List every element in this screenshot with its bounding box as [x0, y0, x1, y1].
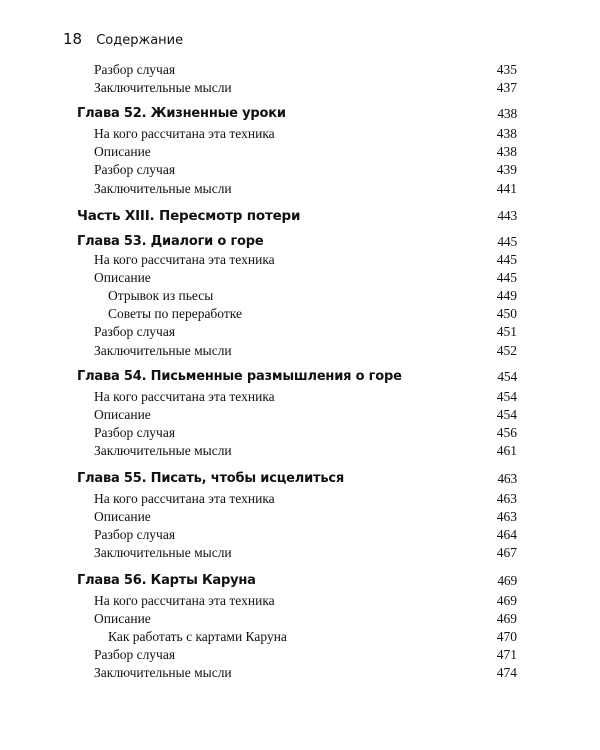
- toc-entry: [0, 270, 600, 290]
- toc-page-number: 439: [496, 162, 517, 177]
- toc-entry: [0, 407, 600, 427]
- toc-entry: [0, 62, 600, 82]
- toc-page-number: 443: [497, 208, 517, 223]
- toc-title: Разбор случая: [94, 324, 176, 339]
- toc-title: Отрывок из пьесы: [108, 288, 214, 303]
- toc-title: Описание: [94, 611, 151, 626]
- toc-page-number: 469: [497, 573, 517, 588]
- toc-entry: [0, 343, 600, 363]
- toc-page-number: 450: [496, 306, 517, 321]
- toc-title: Заключительные мысли: [94, 80, 232, 95]
- toc-entry: [0, 324, 600, 344]
- toc-title: На кого рассчитана эта техника: [94, 491, 275, 506]
- running-header: [63, 30, 183, 48]
- toc-entry: [0, 527, 600, 547]
- toc-entry: [0, 144, 600, 164]
- toc-chapter: [0, 234, 600, 254]
- toc-subentry: [0, 288, 600, 308]
- toc-entry: [0, 509, 600, 529]
- toc-page-number: 454: [496, 407, 517, 422]
- toc-title: Заключительные мысли: [94, 545, 232, 560]
- toc-title: Глава 53. Диалоги о горе: [77, 234, 264, 249]
- toc-title: Заключительные мысли: [94, 443, 232, 458]
- toc-page-number: 438: [496, 144, 517, 159]
- toc-title: Описание: [94, 407, 151, 422]
- toc-title: Разбор случая: [94, 527, 176, 542]
- toc-entry: [0, 389, 600, 409]
- toc-entry: [0, 126, 600, 146]
- toc-page-number: 438: [497, 106, 517, 121]
- toc-title: Разбор случая: [94, 425, 176, 440]
- toc-entry: [0, 443, 600, 463]
- toc-title: Описание: [94, 270, 151, 285]
- toc-title: Советы по переработке: [108, 306, 242, 321]
- toc-page-number: 461: [496, 443, 517, 458]
- toc-entry: [0, 80, 600, 100]
- toc-entry: [0, 162, 600, 182]
- toc-entry: [0, 491, 600, 511]
- toc-page-number: 454: [496, 389, 517, 404]
- toc-entry: [0, 647, 600, 667]
- toc-title: Глава 56. Карты Каруна: [77, 573, 256, 588]
- toc-page-number: 437: [496, 80, 517, 95]
- page-number: 18: [63, 30, 83, 48]
- toc-page-number: 451: [496, 324, 517, 339]
- toc-page-number: 441: [496, 181, 517, 196]
- toc-page-number: 470: [496, 629, 517, 644]
- toc-title: Описание: [94, 144, 151, 159]
- toc-page-number: 467: [496, 545, 517, 560]
- toc-title: Заключительные мысли: [94, 343, 232, 358]
- toc-title: Глава 54. Письменные размышления о горе: [77, 369, 402, 384]
- toc-subentry: [0, 306, 600, 326]
- toc-title: На кого рассчитана эта техника: [94, 252, 275, 267]
- toc-title: Как работать с картами Каруна: [108, 629, 287, 644]
- toc-chapter: [0, 471, 600, 491]
- toc-chapter: [0, 369, 600, 389]
- toc-title: Часть XIII. Пересмотр потери: [77, 208, 301, 224]
- toc-page-number: 463: [496, 491, 517, 506]
- toc-entry: [0, 593, 600, 613]
- toc-entry: [0, 665, 600, 685]
- toc-entry: [0, 425, 600, 445]
- toc-title: Описание: [94, 509, 151, 524]
- toc-page-number: 454: [497, 369, 517, 384]
- toc-title: Разбор случая: [94, 647, 176, 662]
- toc-title: Заключительные мысли: [94, 665, 232, 680]
- toc-page-number: 464: [496, 527, 517, 542]
- toc-chapter: [0, 106, 600, 126]
- running-title: Содержание: [96, 33, 184, 48]
- toc-title: Заключительные мысли: [94, 181, 232, 196]
- toc-chapter: [0, 573, 600, 593]
- toc-page-number: 449: [496, 288, 517, 303]
- toc-entry: [0, 252, 600, 272]
- toc-page-number: 471: [496, 647, 517, 662]
- toc-page-number: 445: [496, 270, 517, 285]
- toc-title: Разбор случая: [94, 62, 176, 77]
- toc-part: [0, 208, 600, 228]
- toc-title: Глава 55. Писать, чтобы исцелиться: [77, 471, 344, 486]
- toc-title: На кого рассчитана эта техника: [94, 593, 275, 608]
- toc-title: На кого рассчитана эта техника: [94, 126, 275, 141]
- toc-entry: [0, 545, 600, 565]
- toc-title: Глава 52. Жизненные уроки: [77, 106, 286, 121]
- toc-page-number: 456: [496, 425, 517, 440]
- toc-page-number: 435: [496, 62, 517, 77]
- toc-page-number: 445: [496, 252, 517, 267]
- toc-page-number: 469: [496, 593, 517, 608]
- toc-page-number: 452: [496, 343, 517, 358]
- toc-subentry: [0, 629, 600, 649]
- toc-page-number: 438: [496, 126, 517, 141]
- toc-page-number: 463: [496, 509, 517, 524]
- toc-entry: [0, 611, 600, 631]
- toc-page-number: 474: [496, 665, 517, 680]
- toc-page-number: 469: [496, 611, 517, 626]
- toc-title: Разбор случая: [94, 162, 176, 177]
- toc-title: На кого рассчитана эта техника: [94, 389, 275, 404]
- toc-page-number: 463: [497, 471, 517, 486]
- toc-entry: [0, 181, 600, 201]
- toc-page-number: 445: [497, 234, 517, 249]
